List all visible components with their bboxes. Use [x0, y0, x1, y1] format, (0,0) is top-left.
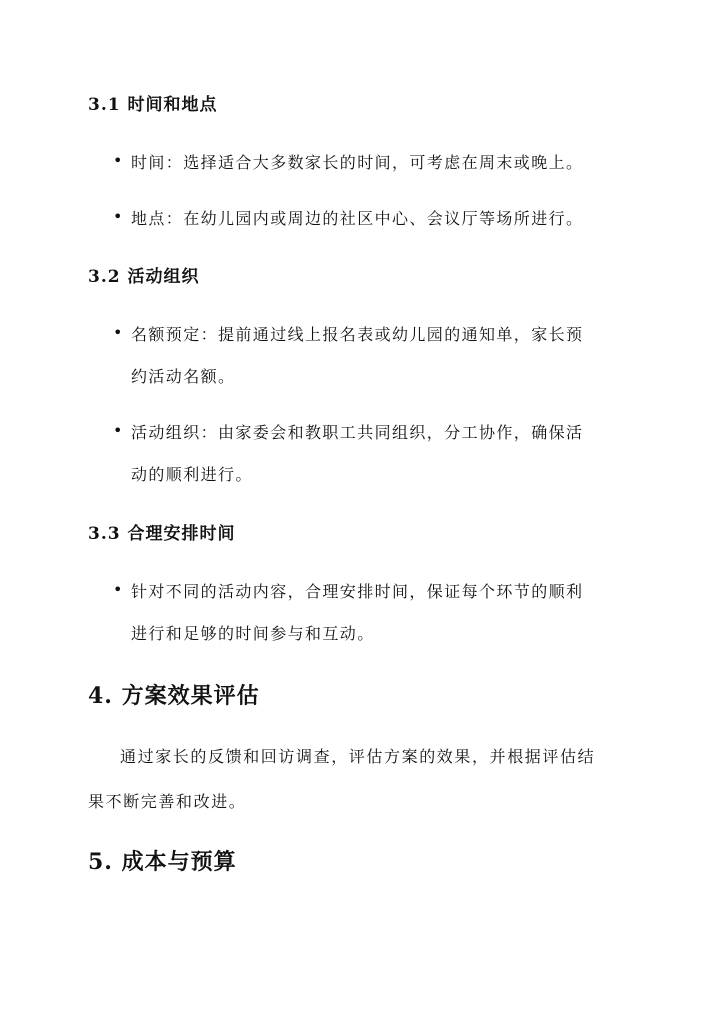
bullet-marker: • — [113, 151, 123, 170]
bullet-marker: • — [113, 323, 123, 342]
bullet-schedule-line-2: 进行和足够的时间参与和互动。 — [131, 624, 375, 643]
section-heading-4: 4. 方案效果评估 — [88, 683, 260, 709]
section-heading-3-1: 3.1 时间和地点 — [88, 95, 218, 115]
evaluation-paragraph-line-1: 通过家长的反馈和回访调查，评估方案的效果，并根据评估结 — [120, 747, 596, 766]
bullet-marker: • — [113, 421, 123, 440]
bullet-schedule-line-1: 针对不同的活动内容，合理安排时间，保证每个环节的顺利 — [131, 582, 584, 601]
evaluation-paragraph-line-2: 果不断完善和改进。 — [88, 792, 247, 811]
section-heading-3-2: 3.2 活动组织 — [88, 267, 200, 287]
bullet-reservation-line-1: 名额预定：提前通过线上报名表或幼儿园的通知单，家长预 — [131, 325, 584, 344]
section-heading-5: 5. 成本与预算 — [88, 849, 237, 875]
section-heading-3-3: 3.3 合理安排时间 — [88, 524, 236, 544]
bullet-time: 时间：选择适合大多数家长的时间，可考虑在周末或晚上。 — [131, 153, 584, 172]
bullet-marker: • — [113, 207, 123, 226]
bullet-organization-line-2: 动的顺利进行。 — [131, 465, 253, 484]
bullet-location: 地点：在幼儿园内或周边的社区中心、会议厅等场所进行。 — [131, 209, 584, 228]
bullet-reservation-line-2: 约活动名额。 — [131, 367, 236, 386]
bullet-organization-line-1: 活动组织：由家委会和教职工共同组织，分工协作，确保活 — [131, 423, 584, 442]
bullet-marker: • — [113, 580, 123, 599]
